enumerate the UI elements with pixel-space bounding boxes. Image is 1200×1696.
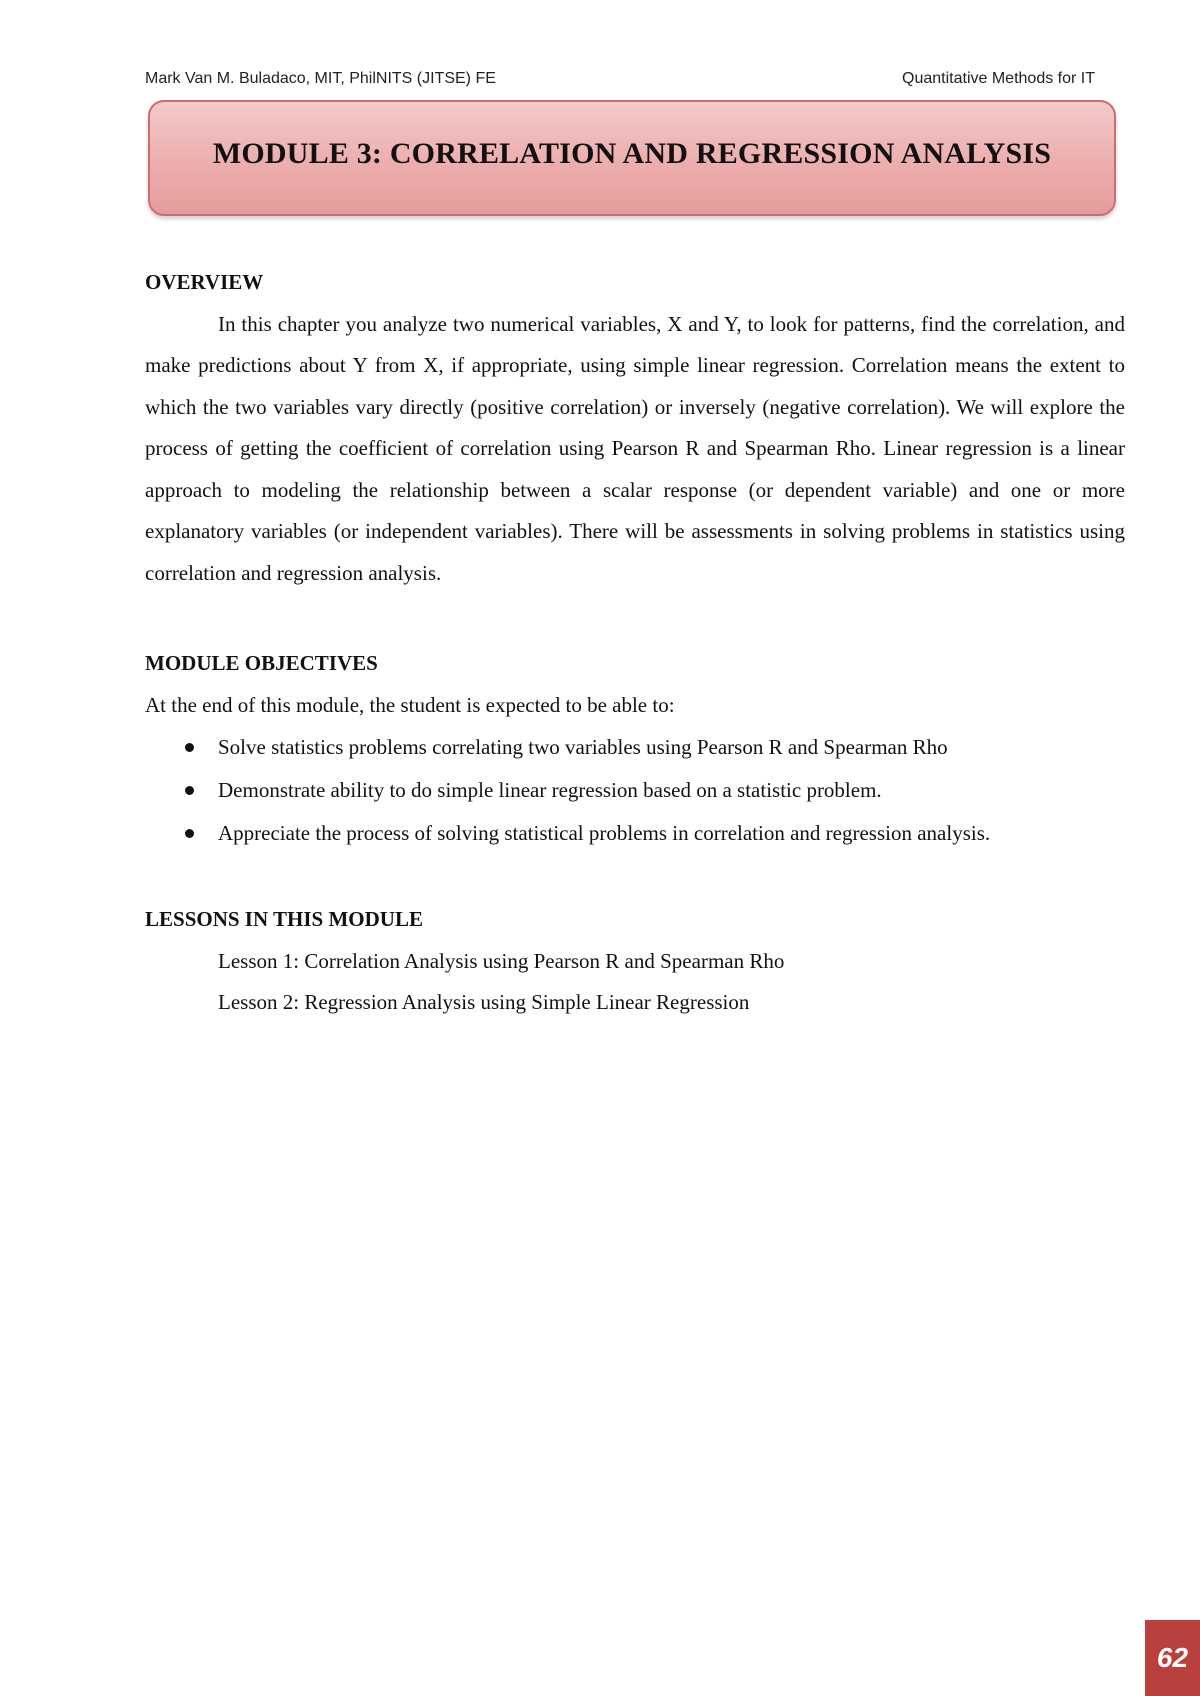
objective-text: Solve statistics problems correlating two variables using Pearson R and Spearman Rho — [218, 735, 948, 759]
objective-text: Appreciate the process of solving statistical problems in correlation and regression analysis. — [218, 821, 991, 845]
objectives-heading: MODULE OBJECTIVES — [145, 651, 378, 675]
overview-paragraph: In this chapter you analyze two numerical variables, X and Y, to look for patterns, find the correlation, and make predictions about Y from X, if appropriate, using simple linear regression. Correlation means the extent to which the two variables vary directly (positive correlation) or inversely (negative correlation). We will explore the process of getting the coefficient of correlation using Pearson R and Spearman Rho. Linear regression is a linear approach to modeling the relationship between a scalar response (or dependent variable) and one or more explanatory variables (or independent variables). There will be assessments in solving problems in statistics using correlation and regression analysis. — [145, 311, 1125, 585]
page-content — [145, 262, 1125, 1024]
objective-item — [145, 769, 1125, 812]
objectives-intro: At the end of this module, the student is expected to be able to: — [145, 692, 675, 717]
overview-heading: OVERVIEW — [145, 270, 264, 294]
objective-item — [145, 726, 1125, 769]
module-title: MODULE 3: CORRELATION AND REGRESSION ANALYSIS — [212, 137, 1052, 170]
header-course-title: Quantitative Methods for IT — [902, 70, 1095, 87]
bullet-icon — [185, 743, 194, 752]
lessons-heading: LESSONS IN THIS MODULE — [145, 907, 423, 931]
page-number: 62 — [1156, 1642, 1189, 1673]
page-number-badge — [1145, 1620, 1200, 1696]
objectives-list — [145, 726, 1125, 855]
lesson-item: Lesson 1: Correlation Analysis using Pearson R and Spearman Rho — [218, 948, 785, 973]
module-title-banner — [148, 100, 1116, 216]
lesson-item: Lesson 2: Regression Analysis using Simple Linear Regression — [218, 990, 750, 1014]
header-author: Mark Van M. Buladaco, MIT, PhilNITS (JITSE) FE — [145, 70, 496, 87]
bullet-icon — [185, 829, 194, 838]
running-header — [145, 70, 1095, 96]
bullet-icon — [185, 786, 194, 795]
objective-item — [145, 812, 1125, 855]
objective-text: Demonstrate ability to do simple linear regression based on a statistic problem. — [218, 778, 882, 802]
